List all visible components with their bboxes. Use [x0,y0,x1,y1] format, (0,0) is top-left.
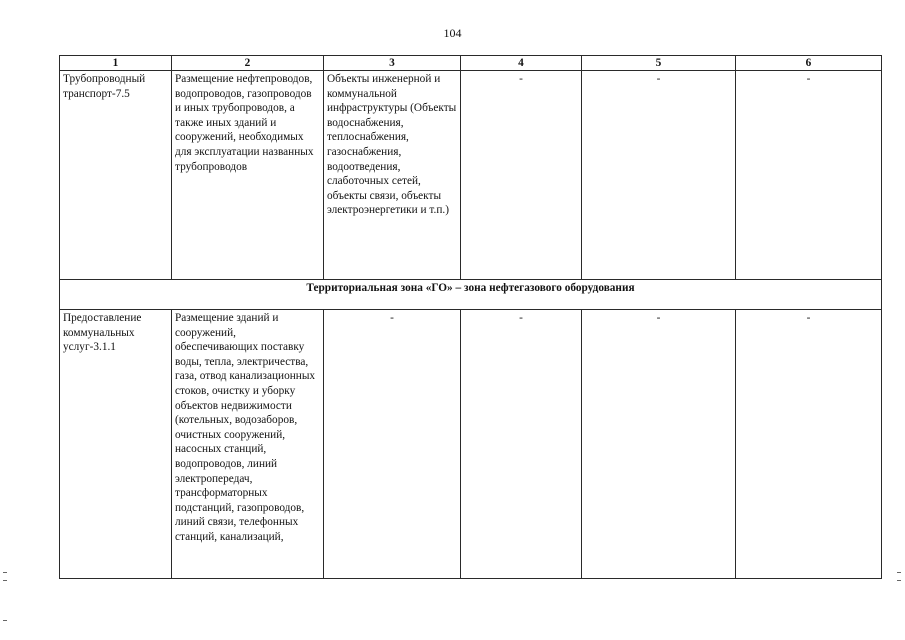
column-header: 1 [60,56,172,71]
use-type-cell: Предоставление коммунальных услуг-3.1.1 [60,310,172,579]
parameter-cell: - [582,71,736,280]
land-use-table [59,55,882,579]
parameter-cell: - [736,310,882,579]
table-header-row [60,56,882,71]
zone-title-row [60,280,882,310]
use-description-cell: Размещение нефтепроводов, водопроводов, газопроводов и иных трубопроводов, а также иных зданий и сооружений, необходимых для эксплуатации названных трубопроводов [172,71,324,280]
objects-cell: Объекты инженерной и коммунальной инфраструктуры (Объекты водоснабжения, теплоснабжения, газоснабжения, водоотведения, слаботочных сетей, объекты связи, объекты электроэнергетики и т.п.) [324,71,461,280]
column-header: 3 [324,56,461,71]
use-type-cell: Трубопроводный транспорт-7.5 [60,71,172,280]
parameter-cell: - [461,71,582,280]
objects-cell: - [324,310,461,579]
column-header: 6 [736,56,882,71]
scan-edge-mark [3,580,7,581]
scan-edge-mark [3,572,7,573]
use-description-cell: Размещение зданий и сооружений, обеспечивающих поставку воды, тепла, электричества, газа, отвод канализационных стоков, очистку и уборку объектов недвижимости (котельных, водозаборов, очистных сооружений, насосных станций, водопроводов, линий электропередач, трансформаторных подстанций, газопроводов, линий связи, телефонных станций, канализаций, [172,310,324,579]
zone-title: Территориальная зона «ГО» – зона нефтегазового оборудования [60,280,882,310]
column-header: 2 [172,56,324,71]
parameter-cell: - [736,71,882,280]
scan-edge-mark [897,580,901,581]
scan-edge-mark [3,620,7,621]
table-row [60,310,882,579]
parameter-cell: - [582,310,736,579]
column-header: 5 [582,56,736,71]
page-number: 104 [443,26,462,40]
column-header: 4 [461,56,582,71]
table-row [60,71,882,280]
scan-edge-mark [897,572,901,573]
parameter-cell: - [461,310,582,579]
